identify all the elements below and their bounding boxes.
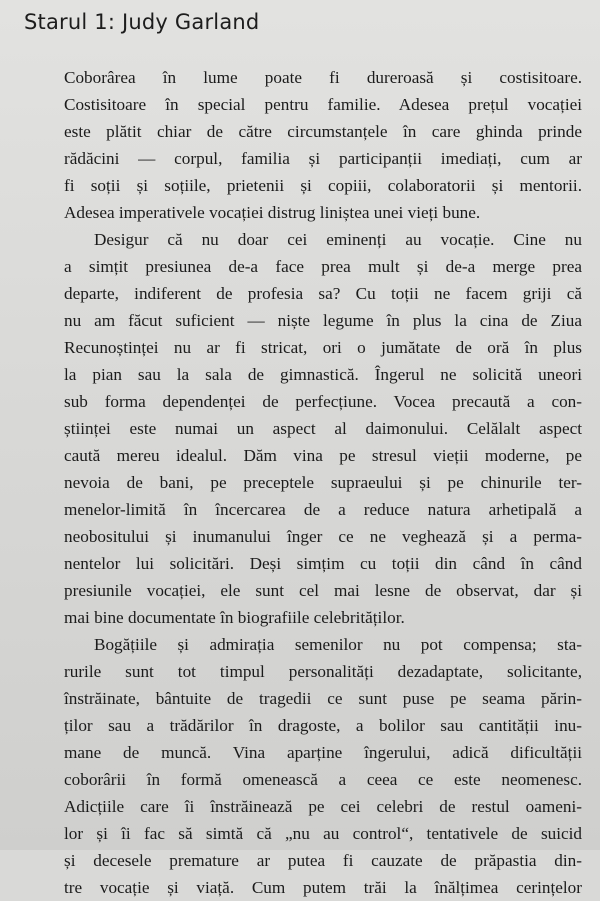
text-line: Desigur că nu doar cei eminenți au vocație. Cine nu [94,230,582,249]
text-line: este plătit chiar de către circumstanțele în care ghinda prinde [64,122,582,141]
text-line: menelor-limită în încercarea de a reduce natura arhetipală a [64,500,582,519]
text-line: științei este numai un aspect al daimonului. Celălalt aspect [64,419,582,438]
text-line: Costisitoare în special pentru familie. Adesea prețul vocației [64,95,582,114]
text-line: rădăcini — corpul, familia și participanții imediați, cum ar [64,149,582,168]
text-line: sub forma dependenței de perfecțiune. Vocea precaută a con- [64,392,582,411]
text-line: lor și îi fac să simtă că „nu au control“, tentativele de suicid [64,824,582,843]
text-line: și decesele premature ar putea fi cauzate de prăpastia din- [64,851,582,870]
text-line: mai bine documentate în biografiile celebrităților. [64,608,405,627]
text-line: ților sau a trădărilor în dragoste, a bolilor sau cantității inu- [64,716,582,735]
text-line: nu am făcut suficient — niște legume în plus la cina de Ziua [64,311,582,330]
text-line: neobositului și inumanului înger ce ne veghează și a perma- [64,527,582,546]
text-line: Coborârea în lume poate fi dureroasă și costisitoare. [64,68,582,87]
text-line: tre vocație și viață. Cum putem trăi la înălțimea cerințelor [64,878,582,897]
text-line: fi soții și soțiile, prietenii și copiii, colaboratorii și mentorii. [64,176,582,195]
text-line: presiunile vocației, ele sunt cel mai lesne de observat, dar și [64,581,582,600]
section-heading: Starul 1: Judy Garland [24,10,260,34]
text-line: la pian sau la sala de gimnastică. Îngerul ne solicită uneori [64,365,582,384]
text-line: Adicțiile care îi înstrăinează pe cei celebri de restul oameni- [64,797,582,816]
text-line: Bogățiile și admirația semenilor nu pot compensa; sta- [94,635,582,654]
text-line: caută mereu idealul. Dăm vina pe stresul vieții moderne, pe [64,446,582,465]
text-line: mane de muncă. Vina aparține îngerului, adică dificultății [64,743,582,762]
text-line: înstrăinate, bântuite de tragedii ce sunt puse pe seama părin- [64,689,582,708]
text-line: Adesea imperativele vocației distrug liniștea unei vieți bune. [64,203,481,222]
text-line: departe, indiferent de profesia sa? Cu toții ne facem griji că [64,284,582,303]
text-line: nevoia de bani, pe preceptele supraeului și pe chinurile ter- [64,473,582,492]
text-line: Recunoștinței nu ar fi stricat, ori o jumătate de oră în plus [64,338,582,357]
text-line: a simțit presiunea de-a face prea mult și de-a merge prea [64,257,582,276]
paragraph-2 [64,226,582,631]
paragraph-3 [64,631,582,901]
text-line: nentelor lui solicitări. Deși simțim cu toții din când în când [64,554,582,573]
text-line: rurile sunt tot timpul personalități dezadaptate, solicitante, [64,662,582,681]
paragraph-1 [64,64,582,226]
body-text [64,64,582,901]
text-line: coborârii în formă omenească a ceea ce este neomenesc. [64,770,582,789]
